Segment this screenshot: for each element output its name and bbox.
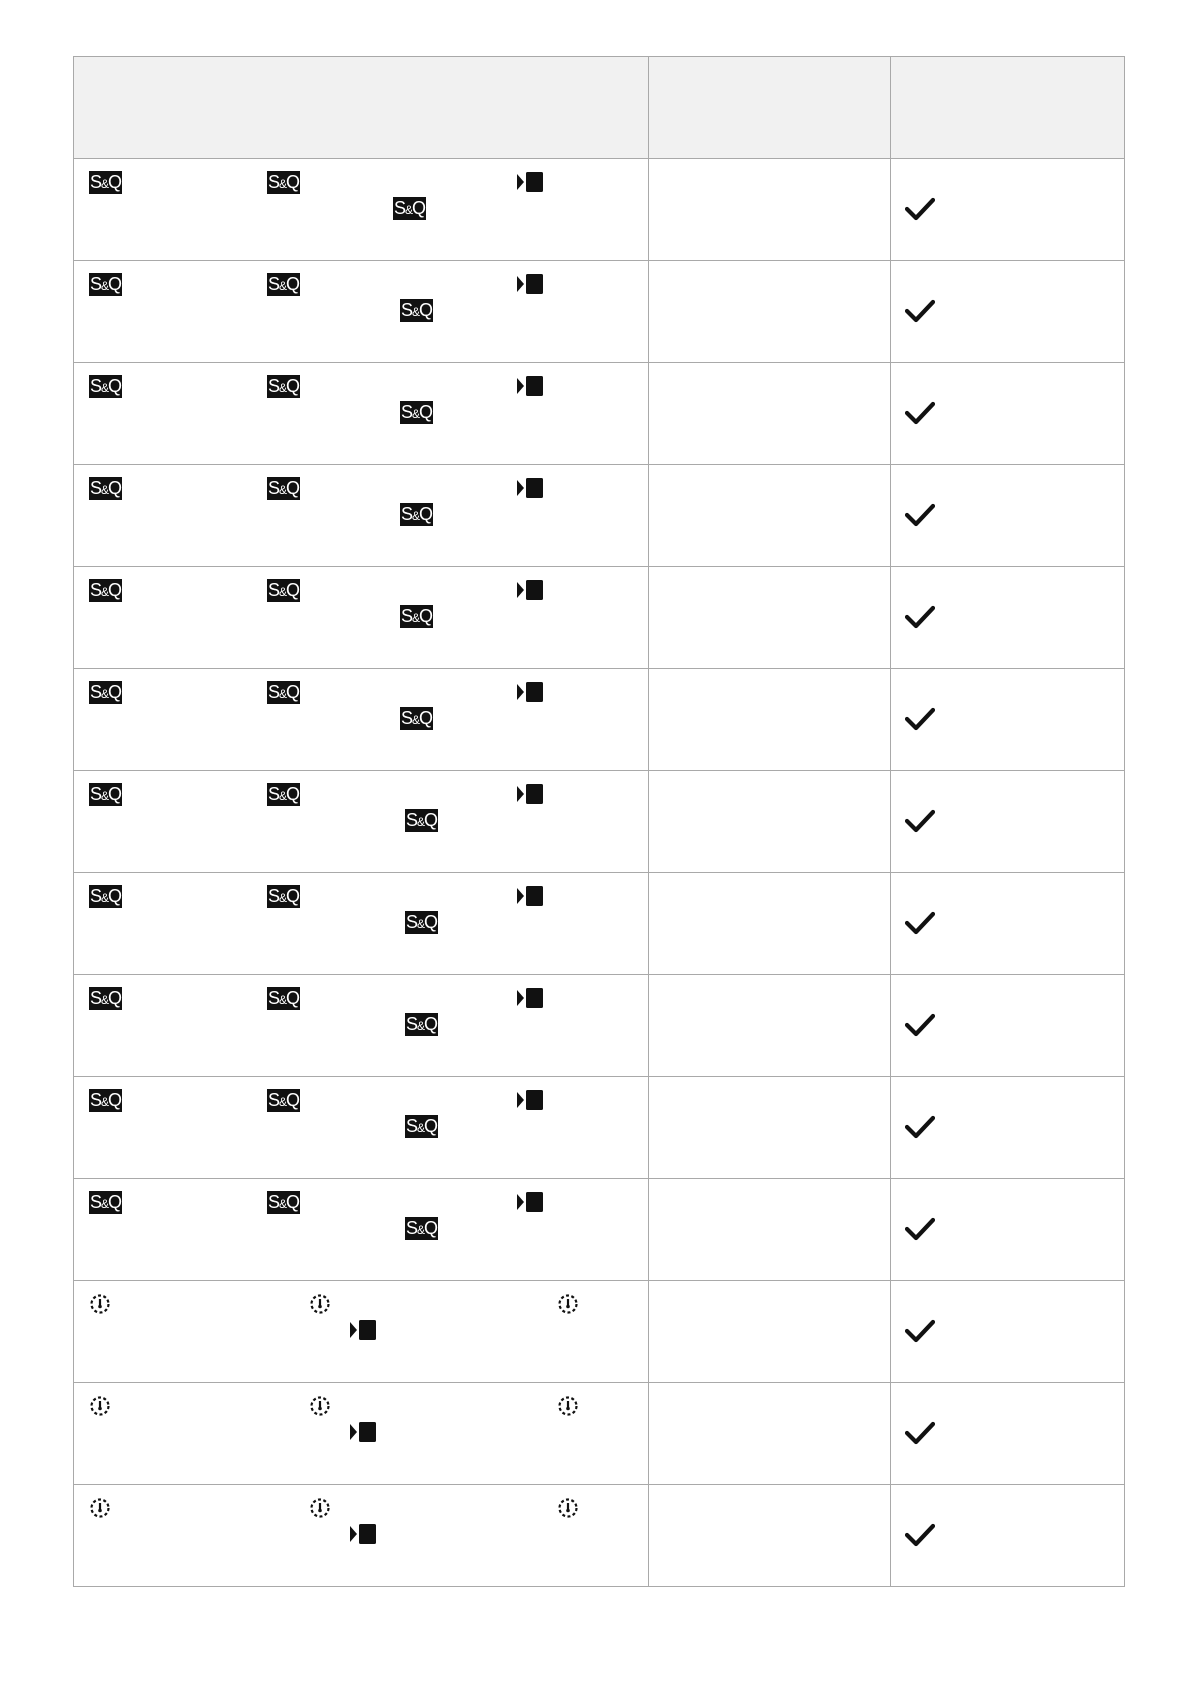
table-row (74, 261, 1125, 363)
sq-badge-icon: S&Q (400, 300, 433, 320)
checkmark-icon (905, 1523, 935, 1547)
table-row (74, 1281, 1125, 1383)
sq-badge-icon: S&Q (89, 784, 122, 804)
sq-badge-icon: S&Q (267, 376, 300, 396)
sq-badge-icon: S&Q (267, 1090, 300, 1110)
header-cell-2 (649, 57, 891, 159)
movie-record-icon (350, 1319, 377, 1341)
checkmark-icon (905, 1421, 935, 1445)
sq-badge-icon: S&Q (405, 912, 438, 932)
table-row (74, 1179, 1125, 1281)
spec-table (73, 56, 1125, 1587)
movie-record-icon (350, 1523, 377, 1545)
sq-badge-icon: S&Q (400, 606, 433, 626)
check-cell (891, 567, 1125, 669)
value-cell (649, 873, 891, 975)
checkmark-icon (905, 197, 935, 221)
table-row (74, 1485, 1125, 1587)
check-cell (891, 669, 1125, 771)
interval-timer-icon (557, 1293, 579, 1315)
table-header-row (74, 57, 1125, 159)
sq-badge-icon: S&Q (267, 274, 300, 294)
value-cell (649, 1179, 891, 1281)
value-cell (649, 669, 891, 771)
table-row (74, 1383, 1125, 1485)
check-cell (891, 771, 1125, 873)
check-cell (891, 363, 1125, 465)
sq-badge-icon: S&Q (393, 198, 426, 218)
table-row (74, 567, 1125, 669)
settings-cell (74, 975, 649, 1077)
table-row (74, 771, 1125, 873)
movie-record-icon (517, 1089, 544, 1111)
settings-cell (74, 669, 649, 771)
movie-record-icon (517, 273, 544, 295)
sq-badge-icon: S&Q (89, 682, 122, 702)
checkmark-icon (905, 1115, 935, 1139)
checkmark-icon (905, 1013, 935, 1037)
sq-badge-icon: S&Q (400, 402, 433, 422)
checkmark-icon (905, 1319, 935, 1343)
value-cell (649, 1485, 891, 1587)
settings-cell (74, 1383, 649, 1485)
sq-badge-icon: S&Q (267, 988, 300, 1008)
settings-cell (74, 567, 649, 669)
table-row (74, 465, 1125, 567)
settings-cell (74, 1179, 649, 1281)
checkmark-icon (905, 707, 935, 731)
check-cell (891, 159, 1125, 261)
table-row (74, 1077, 1125, 1179)
sq-badge-icon: S&Q (267, 1192, 300, 1212)
table-row (74, 669, 1125, 771)
interval-timer-icon (89, 1497, 111, 1519)
header-cell-1 (74, 57, 649, 159)
sq-badge-icon: S&Q (400, 504, 433, 524)
interval-timer-icon (557, 1395, 579, 1417)
settings-cell (74, 1077, 649, 1179)
value-cell (649, 1383, 891, 1485)
check-cell (891, 465, 1125, 567)
check-cell (891, 975, 1125, 1077)
value-cell (649, 159, 891, 261)
movie-record-icon (517, 987, 544, 1009)
interval-timer-icon (309, 1497, 331, 1519)
sq-badge-icon: S&Q (405, 1116, 438, 1136)
sq-badge-icon: S&Q (267, 478, 300, 498)
sq-badge-icon: S&Q (89, 1192, 122, 1212)
sq-badge-icon: S&Q (267, 580, 300, 600)
sq-badge-icon: S&Q (89, 172, 122, 192)
sq-badge-icon: S&Q (267, 172, 300, 192)
sq-badge-icon: S&Q (89, 1090, 122, 1110)
movie-record-icon (350, 1421, 377, 1443)
value-cell (649, 771, 891, 873)
settings-cell (74, 261, 649, 363)
interval-timer-icon (309, 1395, 331, 1417)
check-cell (891, 1179, 1125, 1281)
sq-badge-icon: S&Q (267, 784, 300, 804)
checkmark-icon (905, 401, 935, 425)
settings-cell (74, 465, 649, 567)
checkmark-icon (905, 809, 935, 833)
table-row (74, 975, 1125, 1077)
checkmark-icon (905, 299, 935, 323)
settings-cell (74, 771, 649, 873)
interval-timer-icon (557, 1497, 579, 1519)
movie-record-icon (517, 171, 544, 193)
settings-cell (74, 159, 649, 261)
sq-badge-icon: S&Q (89, 376, 122, 396)
value-cell (649, 1281, 891, 1383)
sq-badge-icon: S&Q (400, 708, 433, 728)
check-cell (891, 873, 1125, 975)
table-row (74, 363, 1125, 465)
header-cell-3 (891, 57, 1125, 159)
table-row (74, 873, 1125, 975)
value-cell (649, 567, 891, 669)
check-cell (891, 261, 1125, 363)
settings-cell (74, 873, 649, 975)
sq-badge-icon: S&Q (89, 886, 122, 906)
checkmark-icon (905, 1217, 935, 1241)
movie-record-icon (517, 477, 544, 499)
settings-cell (74, 1281, 649, 1383)
value-cell (649, 975, 891, 1077)
sq-badge-icon: S&Q (405, 1014, 438, 1034)
value-cell (649, 1077, 891, 1179)
interval-timer-icon (89, 1395, 111, 1417)
check-cell (891, 1383, 1125, 1485)
check-cell (891, 1485, 1125, 1587)
table-row (74, 159, 1125, 261)
settings-cell (74, 363, 649, 465)
checkmark-icon (905, 911, 935, 935)
interval-timer-icon (89, 1293, 111, 1315)
check-cell (891, 1077, 1125, 1179)
movie-record-icon (517, 885, 544, 907)
sq-badge-icon: S&Q (405, 1218, 438, 1238)
settings-cell (74, 1485, 649, 1587)
movie-record-icon (517, 375, 544, 397)
sq-badge-icon: S&Q (267, 886, 300, 906)
sq-badge-icon: S&Q (89, 988, 122, 1008)
checkmark-icon (905, 503, 935, 527)
interval-timer-icon (309, 1293, 331, 1315)
movie-record-icon (517, 681, 544, 703)
sq-badge-icon: S&Q (267, 682, 300, 702)
movie-record-icon (517, 783, 544, 805)
movie-record-icon (517, 1191, 544, 1213)
sq-badge-icon: S&Q (89, 580, 122, 600)
value-cell (649, 465, 891, 567)
checkmark-icon (905, 605, 935, 629)
check-cell (891, 1281, 1125, 1383)
sq-badge-icon: S&Q (89, 274, 122, 294)
sq-badge-icon: S&Q (89, 478, 122, 498)
movie-record-icon (517, 579, 544, 601)
value-cell (649, 363, 891, 465)
sq-badge-icon: S&Q (405, 810, 438, 830)
value-cell (649, 261, 891, 363)
